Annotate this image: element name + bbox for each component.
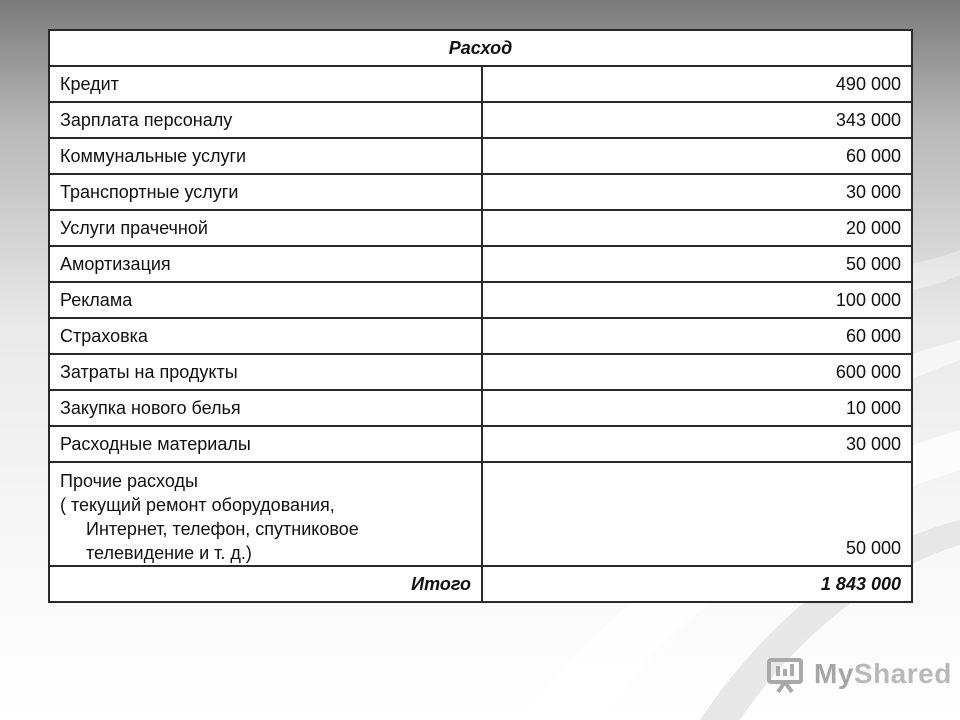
row-value: 490 000 — [482, 66, 912, 102]
table-row — [49, 102, 912, 138]
table-row — [49, 318, 912, 354]
watermark-text — [814, 658, 952, 690]
row-label: Транспортные услуги — [49, 174, 482, 210]
table-header: Расход — [49, 30, 912, 66]
row-label: Зарплата персоналу — [49, 102, 482, 138]
row-value: 100 000 — [482, 282, 912, 318]
row-label: Коммунальные услуги — [49, 138, 482, 174]
presentation-screen-icon — [766, 654, 806, 694]
watermark-text-shared: Shared — [853, 658, 952, 689]
other-expenses-line: Прочие расходы — [60, 471, 198, 491]
other-expenses-value: 50 000 — [482, 462, 912, 566]
row-label: Страховка — [49, 318, 482, 354]
expense-table — [48, 29, 913, 603]
table-row-other-expenses — [49, 462, 912, 566]
table-row — [49, 282, 912, 318]
table-row — [49, 138, 912, 174]
other-expenses-line: телевидение и т. д.) — [86, 543, 252, 563]
table-row — [49, 66, 912, 102]
other-expenses-line: ( текущий ремонт оборудования, — [60, 495, 335, 515]
row-value: 60 000 — [482, 318, 912, 354]
row-label: Услуги прачечной — [49, 210, 482, 246]
total-label: Итого — [49, 566, 482, 602]
row-label: Амортизация — [49, 246, 482, 282]
row-value: 10 000 — [482, 390, 912, 426]
row-value: 60 000 — [482, 138, 912, 174]
table-row — [49, 426, 912, 462]
table-header-row — [49, 30, 912, 66]
row-value: 20 000 — [482, 210, 912, 246]
table-row — [49, 390, 912, 426]
row-label: Закупка нового белья — [49, 390, 482, 426]
other-expenses-line: Интернет, телефон, спутниковое — [86, 519, 359, 539]
row-label: Расходные материалы — [49, 426, 482, 462]
table-row — [49, 246, 912, 282]
row-value: 343 000 — [482, 102, 912, 138]
table-row — [49, 210, 912, 246]
row-value: 600 000 — [482, 354, 912, 390]
total-value: 1 843 000 — [482, 566, 912, 602]
table-row — [49, 174, 912, 210]
table-row — [49, 354, 912, 390]
row-label: Реклама — [49, 282, 482, 318]
row-label: Затраты на продукты — [49, 354, 482, 390]
row-value: 30 000 — [482, 174, 912, 210]
row-label: Кредит — [49, 66, 482, 102]
row-value: 50 000 — [482, 246, 912, 282]
myshared-watermark — [766, 652, 952, 696]
row-value: 30 000 — [482, 426, 912, 462]
other-expenses-label — [49, 462, 482, 566]
watermark-text-my: My — [814, 658, 854, 689]
table-row-total — [49, 566, 912, 602]
